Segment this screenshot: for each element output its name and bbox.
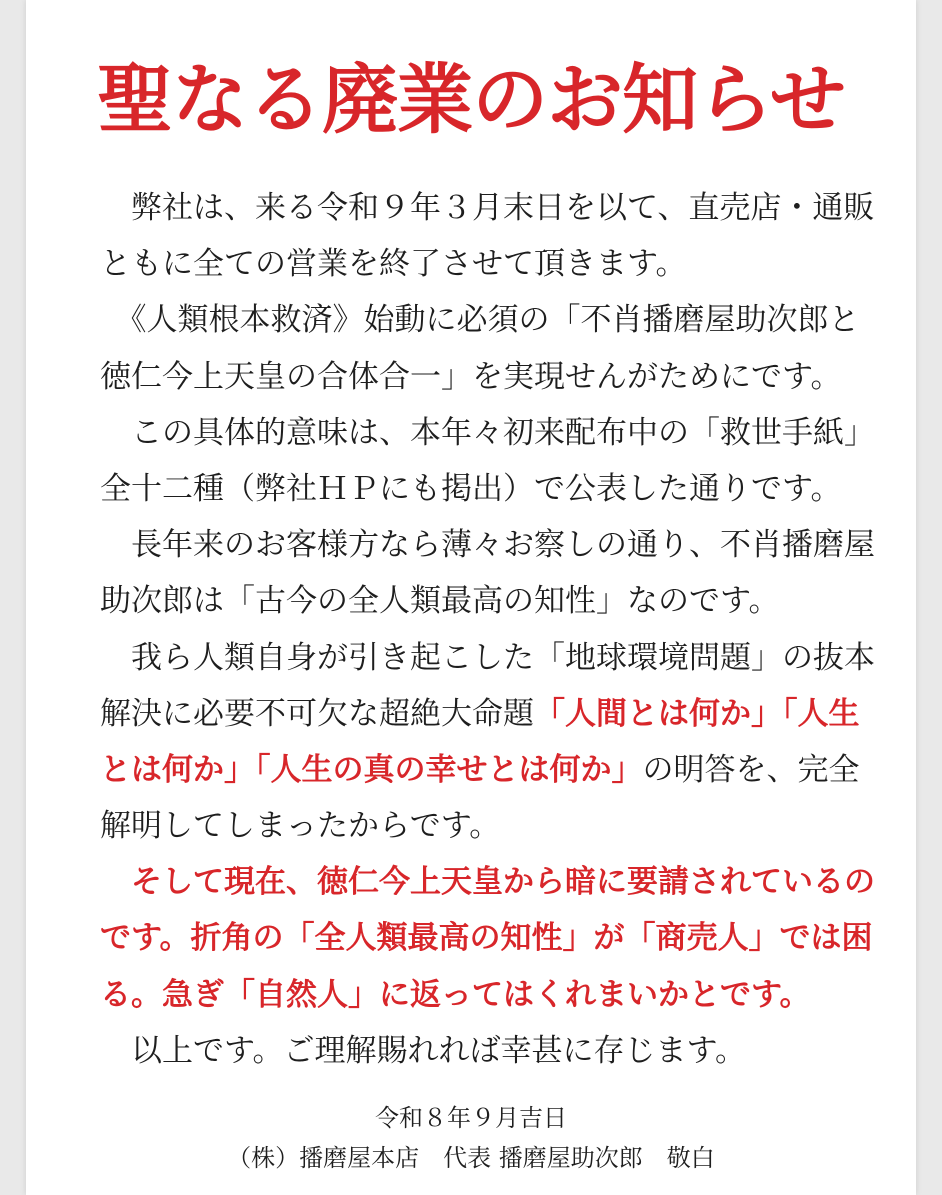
highlight-line: る。急ぎ「自然人」に返ってはくれまいかとです。 (100, 976, 811, 1013)
text-segment: 解決に必要不可欠な超絶大命題 (100, 695, 534, 732)
text-line: 全十二種（弊社ＨＰにも掲出）で公表した通りです。 (100, 470, 842, 507)
text-line (100, 742, 860, 798)
text-line: 徳仁今上天皇の合体合一」を実現せんがためにです。 (100, 358, 842, 395)
highlight-line: そして現在、徳仁今上天皇から暗に要請されているの (100, 864, 875, 901)
paragraph-5 (100, 630, 875, 855)
highlight-text: 「人間とは何か」「人生 (534, 695, 860, 732)
text-line: 《人類根本救済》始動に必須の「不肖播磨屋助次郎と (100, 302, 860, 339)
paragraph-7 (100, 1023, 860, 1079)
paragraph-1 (100, 180, 875, 292)
paragraph-3 (100, 405, 875, 517)
page-title: 聖なる廃業のお知らせ (97, 55, 845, 144)
text-line: 以上です。ご理解賜れれば幸甚に存じます。 (100, 1032, 747, 1069)
closing-signature: （株）播磨屋本店 代表 播磨屋助次郎 敬白 (227, 1144, 715, 1172)
notice-sheet (26, 0, 916, 1195)
highlight-text: とは何か」「人生の真の幸せとは何か」 (100, 751, 643, 788)
paragraph-6 (100, 854, 875, 1023)
text-line: ともに全ての営業を終了させて頂きます。 (100, 246, 687, 283)
text-line: 弊社は、来る令和９年３月末日を以て、直売店・通販 (100, 190, 875, 226)
text-line (100, 686, 860, 742)
text-line: この具体的意味は、本年々初来配布中の「救世手紙」 (100, 414, 875, 451)
text-line: 長年来のお客様方なら薄々お察しの通り、不肖播磨屋 (100, 527, 875, 564)
highlight-line: です。折角の「全人類最高の知性」が「商売人」では困 (100, 920, 873, 957)
paragraph-4 (100, 517, 875, 629)
text-segment: の明答を、完全 (642, 751, 860, 788)
text-line: 助次郎は「古今の全人類最高の知性」なのです。 (100, 583, 780, 620)
notice-body (100, 180, 875, 1079)
text-line: 我ら人類自身が引き起こした「地球環境問題」の抜本 (100, 639, 875, 676)
text-line: 解明してしまったからです。 (100, 808, 501, 845)
paragraph-2 (100, 292, 860, 404)
closing-date: 令和８年９月吉日 (375, 1104, 567, 1132)
